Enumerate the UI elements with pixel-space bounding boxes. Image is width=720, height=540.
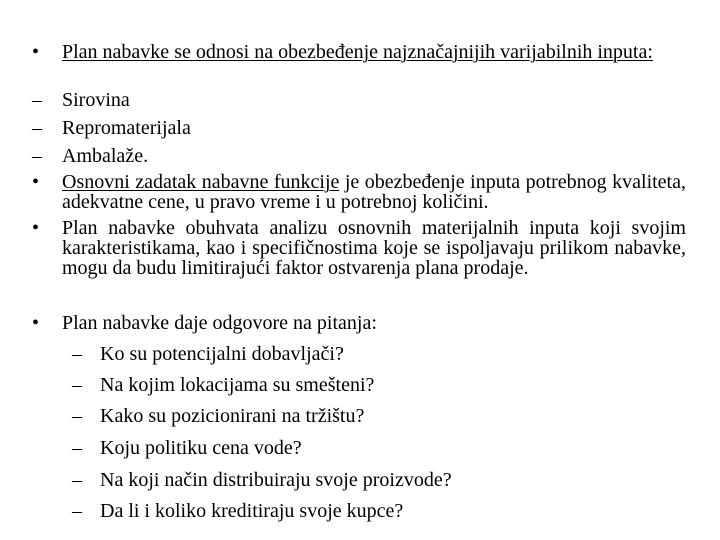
- dash-marker: –: [32, 117, 42, 139]
- dash-marker: –: [32, 145, 42, 167]
- bullet-plan-nabavke-pitanja: [32, 312, 686, 334]
- list-item-repromaterijala: [32, 117, 686, 139]
- list-item-ambalaze: [32, 145, 686, 167]
- bullet-plan-nabavke-obuhvata: [32, 217, 686, 279]
- question-label: Kako su pozicionirani na tržištu?: [100, 405, 365, 427]
- bullet-marker: •: [32, 171, 40, 193]
- plan-nabavke-pitanja-text: Plan nabavke daje odgovore na pitanja:: [62, 312, 377, 334]
- question-label: Koju politiku cena vode?: [100, 437, 302, 459]
- bullet-marker: •: [32, 41, 40, 63]
- dash-marker: –: [72, 374, 82, 396]
- dash-marker: –: [72, 437, 82, 459]
- dash-marker: –: [32, 89, 42, 111]
- bullet-marker: •: [32, 312, 40, 334]
- plan-nabavke-obuhvata-text: Plan nabavke obuhvata analizu osnovnih materijalnih inputa koji svojim karakteristikama, kao i specifičnostima koje se ispoljavaju prilikom nabavke, mogu da budu limitirajući faktor ostvarenja plana prodaje.: [62, 217, 686, 279]
- plan-nabavke-definition: Plan nabavke se odnosi na obezbeđenje najznačajnijih varijabilnih inputa:: [62, 41, 653, 63]
- question-item: [72, 374, 686, 396]
- question-item: [72, 500, 686, 522]
- dash-marker: –: [72, 343, 82, 365]
- dash-marker: –: [72, 405, 82, 427]
- question-item: [72, 343, 686, 365]
- osnovni-zadatak-rest: je obezbeđenje inputa potrebnog kvaliteta, adekvatne cene, u pravo vreme i u potrebnoj količini.: [62, 171, 686, 213]
- dash-marker: –: [72, 500, 82, 522]
- question-item: [72, 469, 686, 491]
- list-item-label: Repromaterijala: [62, 117, 191, 139]
- dash-marker: –: [72, 469, 82, 491]
- question-item: [72, 437, 686, 459]
- question-label: Ko su potencijalni dobavljači?: [100, 343, 344, 365]
- bullet-marker: •: [32, 217, 40, 239]
- question-label: Na koji način distribuiraju svoje proizvode?: [100, 469, 452, 491]
- list-item-label: Sirovina: [62, 89, 130, 111]
- question-label: Da li i koliko kreditiraju svoje kupce?: [100, 500, 404, 522]
- question-item: [72, 405, 686, 427]
- list-item-sirovina: [32, 89, 686, 111]
- question-label: Na kojim lokacijama su smešteni?: [100, 374, 375, 396]
- bullet-osnovni-zadatak: [32, 171, 686, 213]
- osnovni-zadatak-text: [62, 172, 686, 212]
- bullet-plan-nabavke-odnosi: [32, 41, 686, 63]
- osnovni-zadatak-heading: Osnovni zadatak nabavne funkcije: [62, 171, 340, 193]
- list-item-label: Ambalaže.: [62, 145, 149, 167]
